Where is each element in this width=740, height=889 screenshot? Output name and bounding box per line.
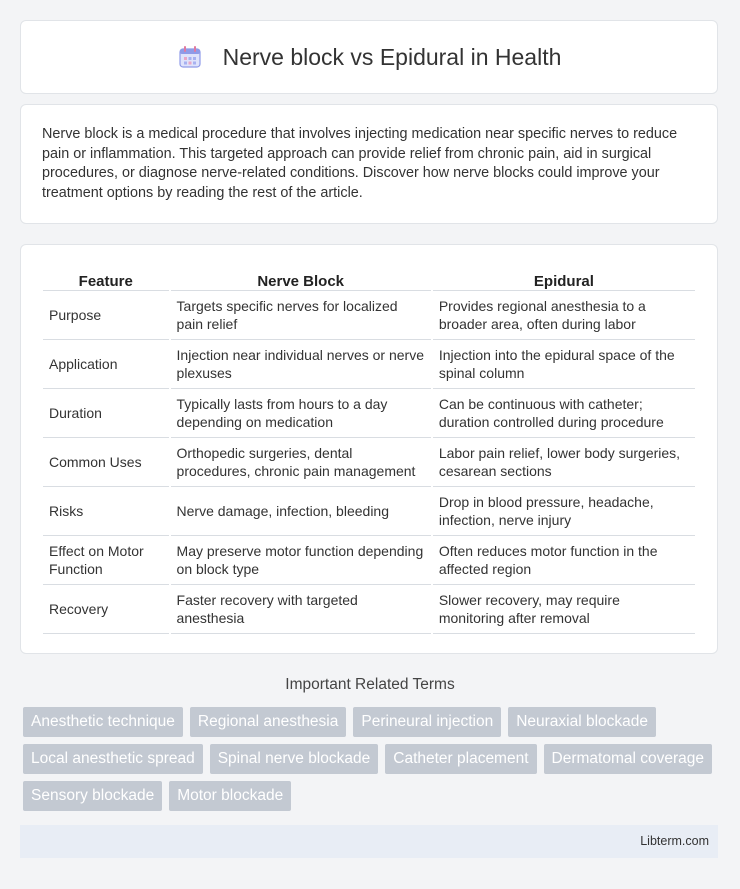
feature-cell: Duration (43, 389, 169, 438)
table-row (43, 585, 695, 634)
nerve-block-cell: Typically lasts from hours to a day depending on medication (171, 389, 431, 438)
nerve-block-cell: Injection near individual nerves or nerve plexuses (171, 340, 431, 389)
title-card (20, 20, 718, 94)
related-term-tag[interactable]: Regional anesthesia (190, 707, 346, 737)
feature-cell: Recovery (43, 585, 169, 634)
epidural-cell: Often reduces motor function in the affected region (433, 536, 695, 585)
epidural-cell: Provides regional anesthesia to a broader area, often during labor (433, 291, 695, 340)
comparison-card (20, 244, 718, 654)
related-term-tag[interactable]: Motor blockade (169, 781, 291, 811)
epidural-cell: Can be continuous with catheter; duration controlled during procedure (433, 389, 695, 438)
related-term-tag[interactable]: Catheter placement (385, 744, 536, 774)
related-term-tag[interactable]: Perineural injection (353, 707, 501, 737)
table-row (43, 340, 695, 389)
table-header-row (43, 265, 695, 291)
related-terms-list (23, 707, 723, 811)
table-row (43, 389, 695, 438)
table-row (43, 291, 695, 340)
nerve-block-cell: Nerve damage, infection, bleeding (171, 487, 431, 536)
epidural-cell: Labor pain relief, lower body surgeries, cesarean sections (433, 438, 695, 487)
related-term-tag[interactable]: Spinal nerve blockade (210, 744, 379, 774)
epidural-cell: Slower recovery, may require monitoring after removal (433, 585, 695, 634)
nerve-block-cell: May preserve motor function depending on block type (171, 536, 431, 585)
comparison-table (41, 265, 697, 634)
related-term-tag[interactable]: Dermatomal coverage (544, 744, 712, 774)
calendar-icon (177, 44, 203, 70)
page-title: Nerve block vs Epidural in Health (222, 43, 562, 70)
feature-cell: Effect on Motor Function (43, 536, 169, 585)
related-term-tag[interactable]: Neuraxial blockade (508, 707, 656, 737)
header-epidural: Epidural (433, 265, 695, 291)
related-term-tag[interactable]: Local anesthetic spread (23, 744, 203, 774)
header-feature: Feature (43, 265, 169, 291)
epidural-cell: Drop in blood pressure, headache, infection, nerve injury (433, 487, 695, 536)
epidural-cell: Injection into the epidural space of the spinal column (433, 340, 695, 389)
feature-cell: Application (43, 340, 169, 389)
feature-cell: Risks (43, 487, 169, 536)
related-term-tag[interactable]: Anesthetic technique (23, 707, 183, 737)
table-row (43, 536, 695, 585)
related-terms-heading: Important Related Terms (285, 676, 455, 693)
nerve-block-cell: Targets specific nerves for localized pain relief (171, 291, 431, 340)
footer-site-link[interactable]: Libterm.com (640, 834, 709, 848)
feature-cell: Common Uses (43, 438, 169, 487)
table-row (43, 487, 695, 536)
nerve-block-cell: Orthopedic surgeries, dental procedures, chronic pain management (171, 438, 431, 487)
footer (20, 825, 718, 858)
intro-paragraph: Nerve block is a medical procedure that involves injecting medication near specific nerves to reduce pain or inflammation. This targeted approach can provide relief from chronic pain, aid in surgical procedures, or diagnose nerve-related conditions. Discover how nerve blocks could improve your treatment options by reading the rest of the article. (42, 126, 678, 201)
intro-card (20, 104, 718, 224)
feature-cell: Purpose (43, 291, 169, 340)
header-nerve-block: Nerve Block (171, 265, 431, 291)
table-row (43, 438, 695, 487)
related-term-tag[interactable]: Sensory blockade (23, 781, 162, 811)
nerve-block-cell: Faster recovery with targeted anesthesia (171, 585, 431, 634)
